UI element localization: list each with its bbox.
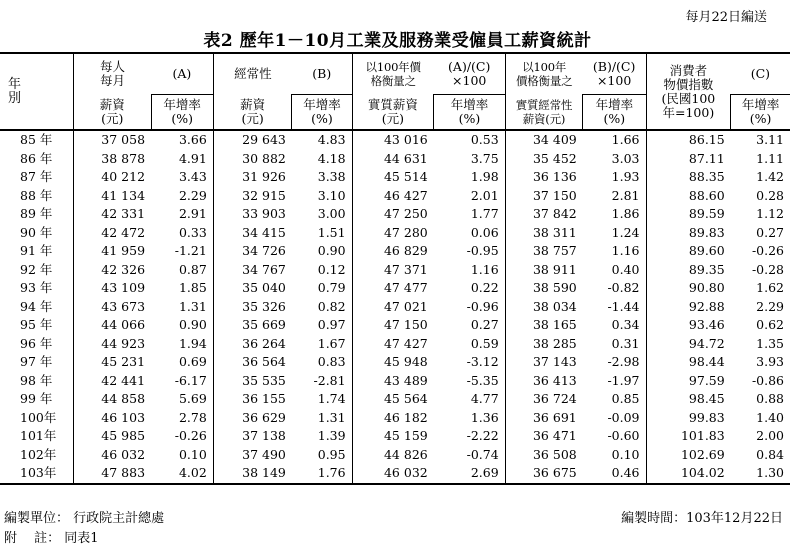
earnings-rate-header: 年增率 (%)	[151, 95, 213, 131]
cell-year: 96 年	[20, 335, 53, 351]
cell-a-rate: 1.31	[178, 298, 207, 314]
cell-ra: 47 427	[352, 335, 434, 354]
regular-earnings-rate-header: 年增率 (%)	[292, 95, 352, 131]
cell-a-rate: 0.69	[178, 354, 207, 369]
cpi-rate-header: 年增率 (%)	[731, 95, 790, 131]
cell-rb: 36 471	[505, 427, 583, 446]
cell-b: 35 326	[213, 298, 292, 317]
cell-b: 35 669	[213, 316, 292, 335]
cell-b: 35 535	[213, 372, 292, 391]
cell-c: 101.83	[646, 427, 731, 446]
cell-year: 100年	[20, 409, 57, 425]
cell-a: 42 326	[73, 261, 151, 280]
cell-a: 45 985	[73, 427, 151, 446]
cell-a: 41 959	[73, 242, 151, 261]
cell-a-rate: -0.26	[174, 428, 207, 443]
cell-c-rate: 0.28	[756, 187, 784, 203]
cell-year: 90 年	[20, 224, 53, 240]
cell-rb: 36 508	[505, 446, 583, 465]
cell-b-rate: -2.81	[313, 372, 346, 388]
cell-c-rate: 1.42	[756, 169, 784, 184]
cell-c: 86.15	[646, 130, 731, 150]
cell-a-rate: 1.85	[178, 280, 207, 295]
cell-ra: 47 250	[352, 205, 434, 224]
earnings-label-1: 每人	[100, 59, 126, 75]
cell-ra: 47 150	[352, 316, 434, 335]
cell-a: 44 066	[73, 316, 151, 335]
table-row	[0, 279, 790, 298]
cell-rb: 36 691	[505, 409, 583, 428]
cell-c-rate: 1.30	[731, 464, 790, 484]
cell-c-rate: -0.26	[751, 243, 784, 258]
cell-c: 98.45	[646, 390, 731, 409]
cell-rb-rate: -1.44	[607, 298, 640, 314]
table-row	[0, 446, 790, 465]
cell-year: 91 年	[20, 243, 53, 258]
cell-b-rate: 3.00	[317, 206, 346, 221]
cell-ra-rate: 0.06	[470, 224, 499, 240]
cell-rb: 34 409	[505, 130, 583, 150]
real-regular-earnings-header-bottom: 實質經常性 薪資(元)	[505, 95, 583, 131]
cell-rb: 37 143	[505, 353, 583, 372]
cell-c-rate: 1.62	[756, 280, 784, 295]
table-row	[0, 390, 790, 409]
regular-earnings-tag-header: (B)	[312, 66, 332, 81]
cell-c: 87.11	[646, 150, 731, 169]
cell-b: 36 155	[213, 390, 292, 409]
cell-rb-rate: 1.86	[611, 206, 640, 221]
cell-b-rate: 4.83	[317, 132, 346, 147]
cell-rb-rate: -0.09	[607, 409, 640, 425]
cell-ra-rate: -0.95	[466, 243, 499, 258]
cell-rb-rate: 1.93	[611, 169, 640, 184]
cell-ra-rate: 0.27	[470, 317, 499, 332]
cell-c-rate: 1.12	[756, 206, 784, 221]
cell-year: 87 年	[20, 169, 53, 184]
real-regular-earnings-tag-header: (B)/(C) ×100	[592, 59, 636, 88]
cell-year: 89 年	[20, 206, 53, 221]
earnings-header-bottom: 薪資 (元)	[73, 95, 151, 131]
cell-b: 36 564	[213, 353, 292, 372]
cell-a-rate: 0.87	[178, 261, 207, 277]
table-row	[0, 372, 790, 391]
cell-a-rate: 2.78	[178, 409, 207, 425]
cell-b-rate: 0.97	[317, 317, 346, 332]
cell-c-rate: 0.62	[756, 317, 784, 332]
cell-c-rate: 3.93	[756, 354, 784, 369]
cell-rb-rate: 0.85	[611, 391, 640, 406]
cell-b-rate: 1.51	[317, 224, 346, 240]
cell-year: 99 年	[20, 391, 53, 406]
cell-c: 89.35	[646, 261, 731, 280]
cell-b-rate: 3.10	[317, 187, 346, 203]
table-row	[0, 150, 790, 169]
cell-year: 101年	[20, 428, 57, 443]
cell-a-rate: 3.66	[178, 132, 207, 147]
table-row	[0, 168, 790, 187]
table-row	[0, 224, 790, 243]
cell-ra: 45 564	[352, 390, 434, 409]
distribution-note: 每月22日編送	[685, 10, 767, 25]
year-header-left: 年	[8, 76, 22, 92]
cell-a: 42 331	[73, 205, 151, 224]
cell-c-rate: 1.35	[756, 335, 784, 351]
cell-a: 41 134	[73, 187, 151, 206]
cell-c-rate: -0.28	[751, 261, 784, 277]
cell-a-rate: 1.94	[178, 335, 207, 351]
cell-ra-rate: 0.59	[470, 335, 499, 351]
cell-ra: 47 280	[352, 224, 434, 243]
cell-ra-rate: 1.77	[470, 206, 499, 221]
cell-rb-rate: 0.46	[583, 464, 646, 484]
cell-a: 46 032	[73, 446, 151, 465]
cpi-header	[646, 53, 731, 130]
cell-a: 44 923	[73, 335, 151, 354]
cell-rb-rate: -0.82	[607, 280, 640, 295]
cell-b-rate: 0.83	[317, 354, 346, 369]
regular-earnings-label: 經常性	[234, 66, 272, 82]
cell-a: 44 858	[73, 390, 151, 409]
cell-b: 36 629	[213, 409, 292, 428]
real-earnings-label-2: 格衡量之	[370, 74, 416, 89]
cell-b-rate: 4.18	[317, 150, 346, 166]
cell-rb: 36 413	[505, 372, 583, 391]
cell-b-rate: 1.76	[292, 464, 352, 484]
cell-a: 45 231	[73, 353, 151, 372]
cell-rb: 37 150	[505, 187, 583, 206]
cell-ra-rate: -3.12	[466, 354, 499, 369]
cell-rb: 38 311	[505, 224, 583, 243]
cell-a-rate: 3.43	[178, 169, 207, 184]
table-body	[0, 130, 790, 484]
cell-b: 37 490	[213, 446, 292, 465]
cell-ra: 44 826	[352, 446, 434, 465]
cell-c: 94.72	[646, 335, 731, 354]
cell-year: 103年	[0, 464, 73, 484]
cpi-tag-header: (C)	[750, 66, 771, 81]
cell-c: 93.46	[646, 316, 731, 335]
cell-ra-rate: 4.77	[470, 391, 499, 406]
cell-rb-rate: 1.24	[611, 224, 640, 240]
cell-rb-rate: 0.31	[611, 335, 640, 351]
cell-ra: 43 016	[352, 130, 434, 150]
cell-ra: 45 948	[352, 353, 434, 372]
cell-c-rate: 1.11	[756, 150, 784, 166]
cell-a-rate: 2.29	[178, 187, 207, 203]
cell-b-rate: 0.12	[317, 261, 346, 277]
cell-year: 94 年	[20, 298, 53, 314]
cell-b-rate: 1.67	[317, 335, 346, 351]
real-earnings-rate-header: 年增率 (%)	[434, 95, 505, 131]
cell-a-rate: 2.91	[178, 206, 207, 221]
cell-b: 35 040	[213, 279, 292, 298]
cell-b-rate: 1.74	[317, 391, 346, 406]
cell-b: 30 882	[213, 150, 292, 169]
cell-ra: 43 489	[352, 372, 434, 391]
cell-ra-rate: 3.75	[470, 150, 499, 166]
cell-c: 88.35	[646, 168, 731, 187]
table-row	[0, 242, 790, 261]
table-row	[0, 261, 790, 280]
cell-ra: 46 829	[352, 242, 434, 261]
cell-b: 36 264	[213, 335, 292, 354]
cell-rb: 38 285	[505, 335, 583, 354]
cell-rb-rate: -0.60	[607, 428, 640, 443]
cell-b: 34 767	[213, 261, 292, 280]
earnings-header-top	[73, 53, 151, 95]
cell-ra: 47 477	[352, 279, 434, 298]
cell-c-rate: 2.00	[756, 428, 784, 443]
cell-rb-rate: -1.97	[607, 372, 640, 388]
wage-statistics-table	[0, 52, 790, 485]
cell-rb-rate: 3.03	[611, 150, 640, 166]
cell-b: 37 138	[213, 427, 292, 446]
cell-rb: 38 034	[505, 298, 583, 317]
cell-year: 88 年	[20, 187, 53, 203]
cell-b: 29 643	[213, 130, 292, 150]
cell-a-rate: 4.91	[178, 150, 207, 166]
cell-b-rate: 0.95	[317, 446, 346, 462]
cell-rb: 38 757	[505, 242, 583, 261]
cell-b-rate: 3.38	[317, 169, 346, 184]
cell-year: 98 年	[20, 372, 53, 388]
cell-a: 46 103	[73, 409, 151, 428]
cell-b: 31 926	[213, 168, 292, 187]
cell-b: 34 415	[213, 224, 292, 243]
cell-rb-rate: -2.98	[607, 354, 640, 369]
earnings-label-2: 每月	[100, 73, 126, 89]
cell-year: 93 年	[20, 280, 53, 295]
table-row	[0, 205, 790, 224]
cell-a-rate: 4.02	[151, 464, 213, 484]
table-row	[0, 316, 790, 335]
cell-ra: 45 514	[352, 168, 434, 187]
cell-ra: 46 427	[352, 187, 434, 206]
cpi-label-2: 物價指數	[663, 76, 714, 92]
real-regular-label-1: 以100年	[522, 60, 567, 75]
cell-c: 102.69	[646, 446, 731, 465]
cell-rb-rate: 2.81	[611, 187, 640, 203]
cell-c: 89.60	[646, 242, 731, 261]
cell-b: 33 903	[213, 205, 292, 224]
cell-b: 34 726	[213, 242, 292, 261]
cell-ra-rate: -0.74	[466, 446, 499, 462]
cell-c: 89.59	[646, 205, 731, 224]
cell-a: 37 058	[73, 130, 151, 150]
cell-a-rate: -1.21	[174, 243, 207, 258]
cell-a-rate: 0.10	[178, 446, 207, 462]
cell-rb-rate: 0.10	[611, 446, 640, 462]
cell-c: 92.88	[646, 298, 731, 317]
cell-rb-rate: 0.40	[611, 261, 640, 277]
earnings-tag-header: (A)	[172, 66, 192, 81]
table-row	[0, 409, 790, 428]
cell-ra-rate: 0.53	[470, 132, 499, 147]
table-row	[0, 464, 790, 484]
cell-c: 99.83	[646, 409, 731, 428]
cell-rb: 38 911	[505, 261, 583, 280]
real-earnings-header-bottom: 實質薪資 (元)	[352, 95, 434, 131]
table-header	[0, 53, 790, 130]
table-row	[0, 335, 790, 354]
table-row	[0, 353, 790, 372]
compiler-note: 編製單位： 行政院主計總處	[4, 511, 165, 526]
real-earnings-label-1: 以100年價	[365, 60, 421, 75]
cell-c-rate: 1.40	[756, 409, 784, 425]
cell-ra: 47 021	[352, 298, 434, 317]
cell-a: 38 878	[73, 150, 151, 169]
cell-year: 102年	[20, 446, 57, 462]
table-row	[0, 298, 790, 317]
cell-c-rate: 0.84	[756, 446, 784, 462]
cpi-label-1: 消費者	[669, 62, 708, 78]
cell-ra-rate: -5.35	[466, 372, 499, 388]
cell-ra: 44 631	[352, 150, 434, 169]
table-row	[0, 130, 790, 150]
year-column-header	[0, 53, 73, 130]
cell-c-rate: 0.88	[756, 391, 784, 406]
cell-a-rate: -6.17	[174, 372, 207, 388]
cell-ra-rate: -0.96	[466, 298, 499, 314]
cell-ra-rate: 1.16	[470, 261, 499, 277]
table-row	[0, 427, 790, 446]
cell-b-rate: 0.82	[317, 298, 346, 314]
cell-b: 38 149	[213, 464, 292, 484]
cell-a: 43 109	[73, 279, 151, 298]
compile-date: 編製時間：103年12月22日	[621, 511, 783, 526]
real-earnings-tag-header: (A)/(C) ×100	[448, 59, 491, 88]
regular-earnings-header-top	[213, 53, 292, 95]
cell-rb-rate: 1.16	[611, 243, 640, 258]
real-regular-earnings-rate-header: 年增率 (%)	[583, 95, 646, 131]
real-regular-earnings-header-top	[505, 53, 583, 95]
cell-rb-rate: 0.34	[611, 317, 640, 332]
cell-rb: 37 842	[505, 205, 583, 224]
table-title: 表2 歷年1－10月工業及服務業受僱員工薪資統計	[203, 31, 592, 51]
cell-b-rate: 1.31	[317, 409, 346, 425]
cell-ra-rate: 1.98	[470, 169, 499, 184]
cell-a: 40 212	[73, 168, 151, 187]
cell-ra-rate: 0.22	[470, 280, 499, 295]
cell-c: 97.59	[646, 372, 731, 391]
cell-a-rate: 5.69	[178, 391, 207, 406]
cell-b-rate: 1.39	[317, 428, 346, 443]
cell-c-rate: 2.29	[756, 298, 784, 314]
cell-c: 104.02	[646, 464, 731, 484]
cell-a: 42 441	[73, 372, 151, 391]
cell-ra: 47 371	[352, 261, 434, 280]
cell-year: 86 年	[20, 150, 53, 166]
year-header-right: 別	[8, 90, 22, 106]
cell-b-rate: 0.79	[317, 280, 346, 295]
cell-a: 47 883	[73, 464, 151, 484]
cell-a: 43 673	[73, 298, 151, 317]
real-earnings-header-top	[352, 53, 434, 95]
cell-ra: 46 182	[352, 409, 434, 428]
cell-ra-rate: 1.36	[470, 409, 499, 425]
cell-c-rate: 0.27	[756, 224, 784, 240]
cell-b: 32 915	[213, 187, 292, 206]
cell-rb: 36 136	[505, 168, 583, 187]
cell-c: 90.80	[646, 279, 731, 298]
cpi-label-4: 年=100)	[662, 104, 715, 120]
cell-ra: 45 159	[352, 427, 434, 446]
cell-a: 42 472	[73, 224, 151, 243]
cell-ra-rate: -2.22	[466, 428, 499, 443]
cell-rb: 38 165	[505, 316, 583, 335]
cell-year: 92 年	[20, 261, 53, 277]
cell-a-rate: 0.33	[178, 224, 207, 240]
cell-rb-rate: 1.66	[611, 132, 640, 147]
cell-a-rate: 0.90	[178, 317, 207, 332]
cell-rb: 35 452	[505, 150, 583, 169]
cpi-label-3: (民國100	[661, 90, 716, 106]
cell-b-rate: 0.90	[317, 243, 346, 258]
cell-ra: 46 032	[352, 464, 434, 484]
cell-ra-rate: 2.01	[470, 187, 499, 203]
real-regular-label-2: 價格衡量之	[515, 74, 573, 89]
cell-c: 88.60	[646, 187, 731, 206]
footnote: 附 註： 同表1	[4, 531, 99, 546]
cell-year: 97 年	[20, 354, 53, 369]
cell-rb: 36 724	[505, 390, 583, 409]
cell-c-rate: -0.86	[751, 372, 784, 388]
cell-ra-rate: 2.69	[434, 464, 505, 484]
cell-rb: 36 675	[505, 464, 583, 484]
cell-rb: 38 590	[505, 279, 583, 298]
cell-c: 98.44	[646, 353, 731, 372]
cell-c: 89.83	[646, 224, 731, 243]
regular-earnings-header-bottom: 薪資 (元)	[213, 95, 292, 131]
cell-year: 95 年	[20, 317, 53, 332]
cell-c-rate: 3.11	[756, 132, 784, 147]
table-row	[0, 187, 790, 206]
cell-year: 85 年	[20, 132, 53, 147]
